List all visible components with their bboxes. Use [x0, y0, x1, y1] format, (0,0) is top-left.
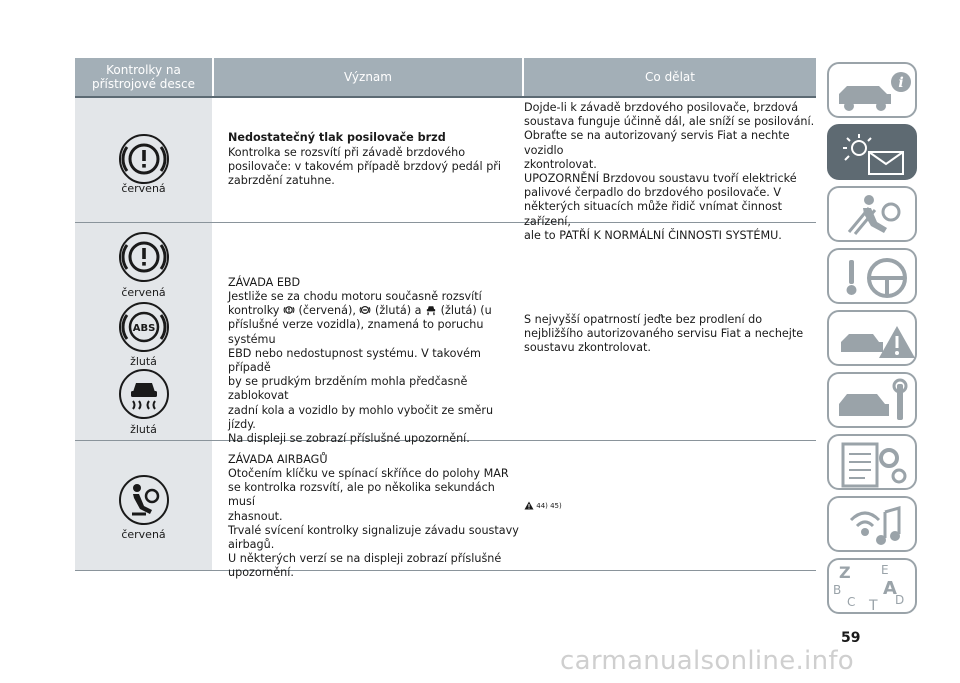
action-line: soustava funguje účinně dál, ale sníží se posilování.: [524, 115, 815, 129]
row-action: S nejvyšší opatrností jeďte bez prodlení do nejbližšího autorizovaného servisu Fiat a nechejte soustavu zkontrolovat.: [524, 313, 804, 355]
index-letter: E: [881, 563, 889, 577]
safety-icon: [829, 188, 919, 244]
row-action-refs: [524, 501, 816, 511]
row-action: [524, 101, 816, 243]
indicator-color-label: žlutá: [130, 355, 157, 368]
meaning-line: U některých verzí se na displeji zobrazí příslušné: [228, 552, 502, 566]
tab-multimedia[interactable]: [827, 496, 917, 552]
meaning-line: Otočením klíčku ve spínací skříňce do polohy MAR: [228, 467, 509, 480]
tab-warning-lights[interactable]: [827, 124, 917, 180]
meaning-line: Jestliže se za chodu motoru současně rozsvítí: [228, 290, 482, 303]
indicator-color-label: červená: [121, 286, 166, 299]
tab-maintenance[interactable]: [827, 372, 917, 428]
index-letter: C: [847, 595, 856, 609]
warning-lights-icon: [829, 126, 919, 182]
brake-warning-icon: [118, 231, 170, 283]
column-header-indicators-label: Kontrolky na přístrojové desce: [91, 63, 196, 91]
tab-driving[interactable]: [827, 248, 917, 304]
row-meaning: [228, 290, 520, 446]
brake-warning-icon: [118, 133, 170, 185]
watermark: carmanualsonline.info: [560, 646, 855, 676]
action-line: některých situacích může řidič vnímat činnost zařízení,: [524, 200, 783, 228]
tab-safety[interactable]: [827, 186, 917, 242]
row-title: ZÁVADA AIRBAGŮ: [228, 453, 328, 466]
index-letter: A: [883, 578, 897, 599]
technical-data-icon: [829, 436, 919, 492]
indicator-color-label: žlutá: [130, 423, 157, 436]
column-header-action: [524, 58, 816, 96]
index-letter: Z: [839, 563, 851, 582]
column-header-indicators: [75, 58, 212, 96]
steering-wheel-icon: [829, 250, 919, 306]
abs-icon: [359, 304, 371, 316]
meaning-line: Na displeji se zobrazí příslušné upozornění.: [228, 432, 470, 446]
tab-emergency[interactable]: [827, 310, 917, 366]
meaning-line: zhasnout.: [228, 509, 283, 523]
multimedia-icon: [829, 498, 919, 554]
stability-control-icon: [118, 368, 170, 420]
tab-car-info[interactable]: [827, 62, 917, 118]
index-letter: T: [869, 598, 878, 614]
meaning-line: příslušné verze vozidla), znamená to poruchu systému: [228, 318, 484, 346]
maintenance-icon: [829, 374, 919, 430]
tab-technical-data[interactable]: [827, 434, 917, 490]
action-line: palivové čerpadlo do brzdového posilovače. V: [524, 186, 782, 200]
column-header-action-label: Co dělat: [645, 70, 695, 84]
meaning-line: EBD nebo nedostupnost systému. V takovém případě: [228, 346, 481, 375]
row-meaning: Kontrolka se rozsvítí při závadě brzdového posilovače: v takovém případě brzdový pedál při zabrzdění zatuhne.: [228, 146, 502, 188]
action-line: Dojde-li k závadě brzdového posilovače, brzdová: [524, 101, 799, 114]
indicator-color-label: červená: [121, 182, 166, 195]
brake-warning-icon: [283, 304, 295, 316]
car-info-icon: [829, 64, 919, 120]
reference-numbers: 44) 45): [536, 502, 562, 510]
index-icon: [829, 560, 919, 616]
meaning-line-with-icons: kontrolky (červená), (žlutá) a (žlutá) (u: [228, 304, 492, 318]
meaning-line: by se prudkým brzděním mohla předčasně zablokovat: [228, 375, 468, 403]
meaning-line: se kontrolka rozsvítí, ale po několika sekundách musí: [228, 481, 495, 509]
action-line: ale to PATŘÍ K NORMÁLNÍ ČINNOSTI SYSTÉMU.: [524, 228, 782, 242]
meaning-line: Trvalé svícení kontrolky signalizuje závadu soustavy: [228, 523, 519, 537]
column-header-meaning: [214, 58, 522, 96]
page-number: 59: [841, 630, 861, 646]
action-line: zkontrolovat.: [524, 157, 597, 171]
stability-control-icon: [425, 304, 437, 316]
action-line: Obraťte se na autorizovaný servis Fiat a nechte vozidlo: [524, 129, 790, 157]
row-title: Nedostatečný tlak posilovače brzd: [228, 131, 446, 144]
action-line: UPOZORNĚNÍ Brzdovou soustavu tvoří elektrické: [524, 172, 797, 186]
meaning-line: upozornění.: [228, 566, 294, 580]
meaning-line: airbagů.: [228, 538, 275, 552]
emergency-icon: [829, 312, 919, 368]
column-header-meaning-label: Význam: [344, 70, 392, 84]
tab-index[interactable]: [827, 558, 917, 614]
index-letter: D: [895, 593, 905, 607]
svg-text:i: i: [898, 75, 904, 91]
indicator-color-label: červená: [121, 528, 166, 541]
svg-text:ABS: ABS: [132, 323, 156, 334]
abs-icon: [118, 301, 170, 353]
meaning-line: zadní kola a vozidlo by mohlo vybočit ze směru jízdy.: [228, 403, 494, 431]
row-title: ZÁVADA EBD: [228, 276, 301, 289]
warning-triangle-icon: [524, 501, 534, 510]
index-letter: B: [833, 583, 842, 597]
airbag-icon: [118, 474, 170, 526]
row-meaning: [228, 467, 520, 581]
